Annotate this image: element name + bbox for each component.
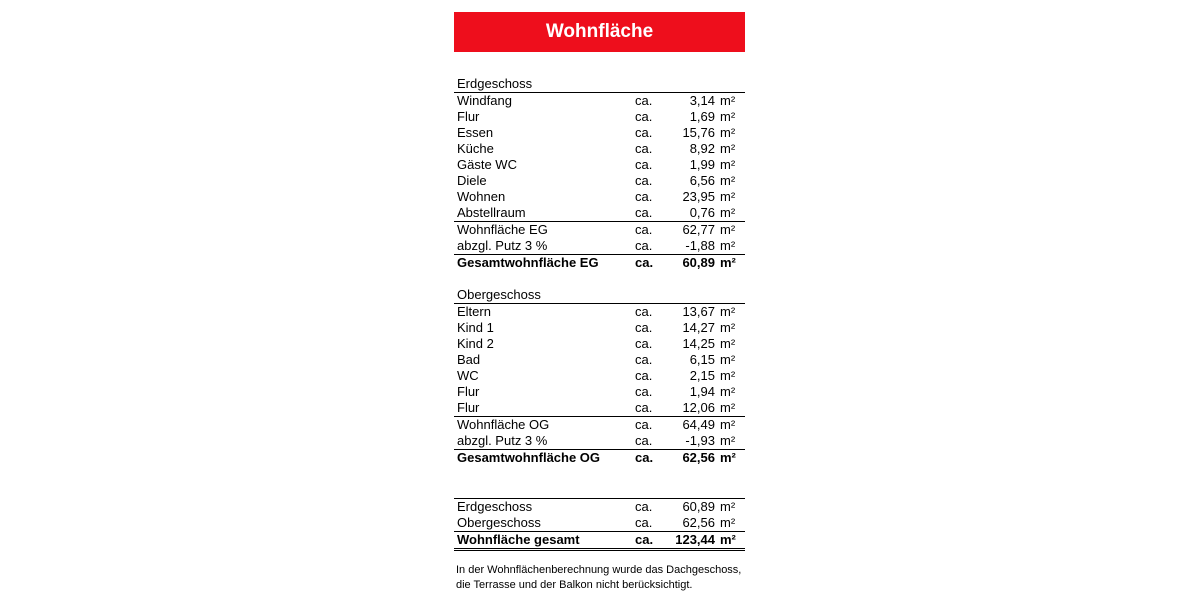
row-value: 8,92: [689, 141, 715, 156]
row-label: Gesamtwohnfläche OG: [457, 450, 601, 465]
row-label: abzgl. Putz 3 %: [457, 433, 548, 448]
row-unit: m²: [720, 515, 736, 530]
row-ca: ca.: [635, 336, 653, 351]
table-row: [454, 109, 745, 125]
row-value: 13,67: [682, 304, 715, 319]
row-label: Flur: [457, 400, 480, 415]
row-label: Essen: [457, 125, 494, 140]
row-unit: m²: [720, 499, 736, 514]
row-value: 62,56: [682, 515, 715, 530]
row-unit: m²: [720, 189, 736, 204]
row-value: 6,56: [689, 173, 715, 188]
row-unit: m²: [720, 336, 736, 351]
row-unit: m²: [720, 384, 736, 399]
row-ca: ca.: [635, 222, 653, 237]
row-label: Küche: [457, 141, 494, 156]
table-row: [454, 336, 745, 352]
table-row: [454, 515, 745, 531]
table-row: [454, 189, 745, 205]
row-label: Gäste WC: [457, 157, 517, 172]
table-row: [454, 384, 745, 400]
table-row: [454, 304, 745, 320]
row-ca: ca.: [635, 532, 654, 547]
row-label: abzgl. Putz 3 %: [457, 238, 548, 253]
row-unit: m²: [720, 141, 736, 156]
footnote: [456, 563, 741, 593]
area-table: [454, 76, 745, 551]
row-label: Eltern: [457, 304, 491, 319]
row-value: 3,14: [689, 93, 715, 108]
table-row-putz-og: [454, 433, 745, 449]
table-row: [454, 400, 745, 416]
row-value: 12,06: [682, 400, 715, 415]
row-unit: m²: [720, 320, 736, 335]
spacer: [454, 271, 745, 287]
table-row: [454, 320, 745, 336]
row-unit: m²: [720, 125, 736, 140]
row-label: Kind 2: [457, 336, 494, 351]
table-row: [454, 368, 745, 384]
row-unit: m²: [720, 532, 736, 547]
footnote-line: In der Wohnflächenberechnung wurde das Dachgeschoss,: [456, 564, 742, 576]
row-ca: ca.: [635, 320, 653, 335]
table-row: [454, 141, 745, 157]
row-value: 64,49: [682, 417, 715, 432]
row-unit: m²: [720, 93, 736, 108]
og-rows: [454, 304, 745, 416]
table-row: [454, 205, 745, 221]
row-value: -1,88: [685, 238, 715, 253]
eg-rows: [454, 93, 745, 221]
row-label: Flur: [457, 109, 480, 124]
section-heading-eg: Erdgeschoss: [454, 76, 745, 93]
row-ca: ca.: [635, 499, 653, 514]
row-value: 14,25: [682, 336, 715, 351]
row-unit: m²: [720, 450, 736, 465]
footnote-line: die Terrasse und der Balkon nicht berücksichtigt.: [456, 579, 693, 591]
row-unit: m²: [720, 173, 736, 188]
row-value: 123,44: [675, 532, 715, 547]
row-ca: ca.: [635, 189, 653, 204]
row-value: 0,76: [689, 205, 715, 220]
row-unit: m²: [720, 255, 736, 270]
row-value: -1,93: [685, 433, 715, 448]
row-ca: ca.: [635, 433, 653, 448]
row-label: Wohnfläche EG: [457, 222, 548, 237]
row-label: Erdgeschoss: [457, 499, 533, 514]
row-unit: m²: [720, 368, 736, 383]
row-ca: ca.: [635, 352, 653, 367]
row-label: Obergeschoss: [457, 515, 541, 530]
page-title-banner: [454, 12, 745, 52]
row-label: Bad: [457, 352, 481, 367]
row-unit: m²: [720, 238, 736, 253]
row-label: Diele: [457, 173, 487, 188]
table-row-putz-eg: [454, 238, 745, 254]
row-unit: m²: [720, 304, 736, 319]
table-row: [454, 125, 745, 141]
row-ca: ca.: [635, 400, 653, 415]
row-label: Wohnfläche gesamt: [457, 532, 580, 547]
row-label: Wohnfläche OG: [457, 417, 550, 432]
row-unit: m²: [720, 352, 736, 367]
row-ca: ca.: [635, 141, 653, 156]
row-ca: ca.: [635, 173, 653, 188]
row-value: 14,27: [682, 320, 715, 335]
row-unit: m²: [720, 417, 736, 432]
row-value: 2,15: [689, 368, 715, 383]
row-label: Kind 1: [457, 320, 494, 335]
row-value: 60,89: [682, 499, 715, 514]
row-value: 6,15: [689, 352, 715, 367]
row-ca: ca.: [635, 417, 653, 432]
row-label: Wohnen: [457, 189, 506, 204]
row-label: WC: [457, 368, 479, 383]
page-title: Wohnfläche: [545, 21, 654, 42]
row-unit: m²: [720, 157, 736, 172]
table-row: [454, 157, 745, 173]
row-unit: m²: [720, 222, 736, 237]
row-value: 1,69: [689, 109, 715, 124]
row-ca: ca.: [635, 157, 653, 172]
spacer: [454, 466, 745, 482]
row-value: 15,76: [682, 125, 715, 140]
table-row-total-eg: [454, 254, 745, 271]
row-unit: m²: [720, 433, 736, 448]
table-row: [454, 173, 745, 189]
table-row: [454, 93, 745, 109]
row-value: 62,77: [682, 222, 715, 237]
row-ca: ca.: [635, 515, 653, 530]
spacer: [454, 482, 745, 498]
row-ca: ca.: [635, 205, 653, 220]
row-value: 23,95: [682, 189, 715, 204]
row-ca: ca.: [635, 93, 653, 108]
row-unit: m²: [720, 109, 736, 124]
table-row: [454, 352, 745, 368]
row-ca: ca.: [635, 125, 653, 140]
row-ca: ca.: [635, 238, 653, 253]
row-ca: ca.: [635, 304, 653, 319]
table-row-subtotal-eg: [454, 221, 745, 238]
table-row-subtotal-og: [454, 416, 745, 433]
row-value: 60,89: [682, 255, 715, 270]
row-value: 1,99: [689, 157, 715, 172]
section-heading-og: Obergeschoss: [454, 287, 745, 304]
table-row-total-gesamt: [454, 531, 745, 551]
row-unit: m²: [720, 205, 736, 220]
table-row: [454, 499, 745, 515]
row-ca: ca.: [635, 384, 653, 399]
row-ca: ca.: [635, 255, 654, 270]
table-row-total-og: [454, 449, 745, 466]
row-unit: m²: [720, 400, 736, 415]
row-label: Flur: [457, 384, 480, 399]
row-label: Abstellraum: [457, 205, 526, 220]
row-ca: ca.: [635, 368, 653, 383]
row-value: 1,94: [689, 384, 715, 399]
row-value: 62,56: [682, 450, 715, 465]
row-ca: ca.: [635, 450, 654, 465]
row-ca: ca.: [635, 109, 653, 124]
row-label: Gesamtwohnfläche EG: [457, 255, 599, 270]
row-label: Windfang: [457, 93, 512, 108]
summary-rows: [454, 498, 745, 531]
